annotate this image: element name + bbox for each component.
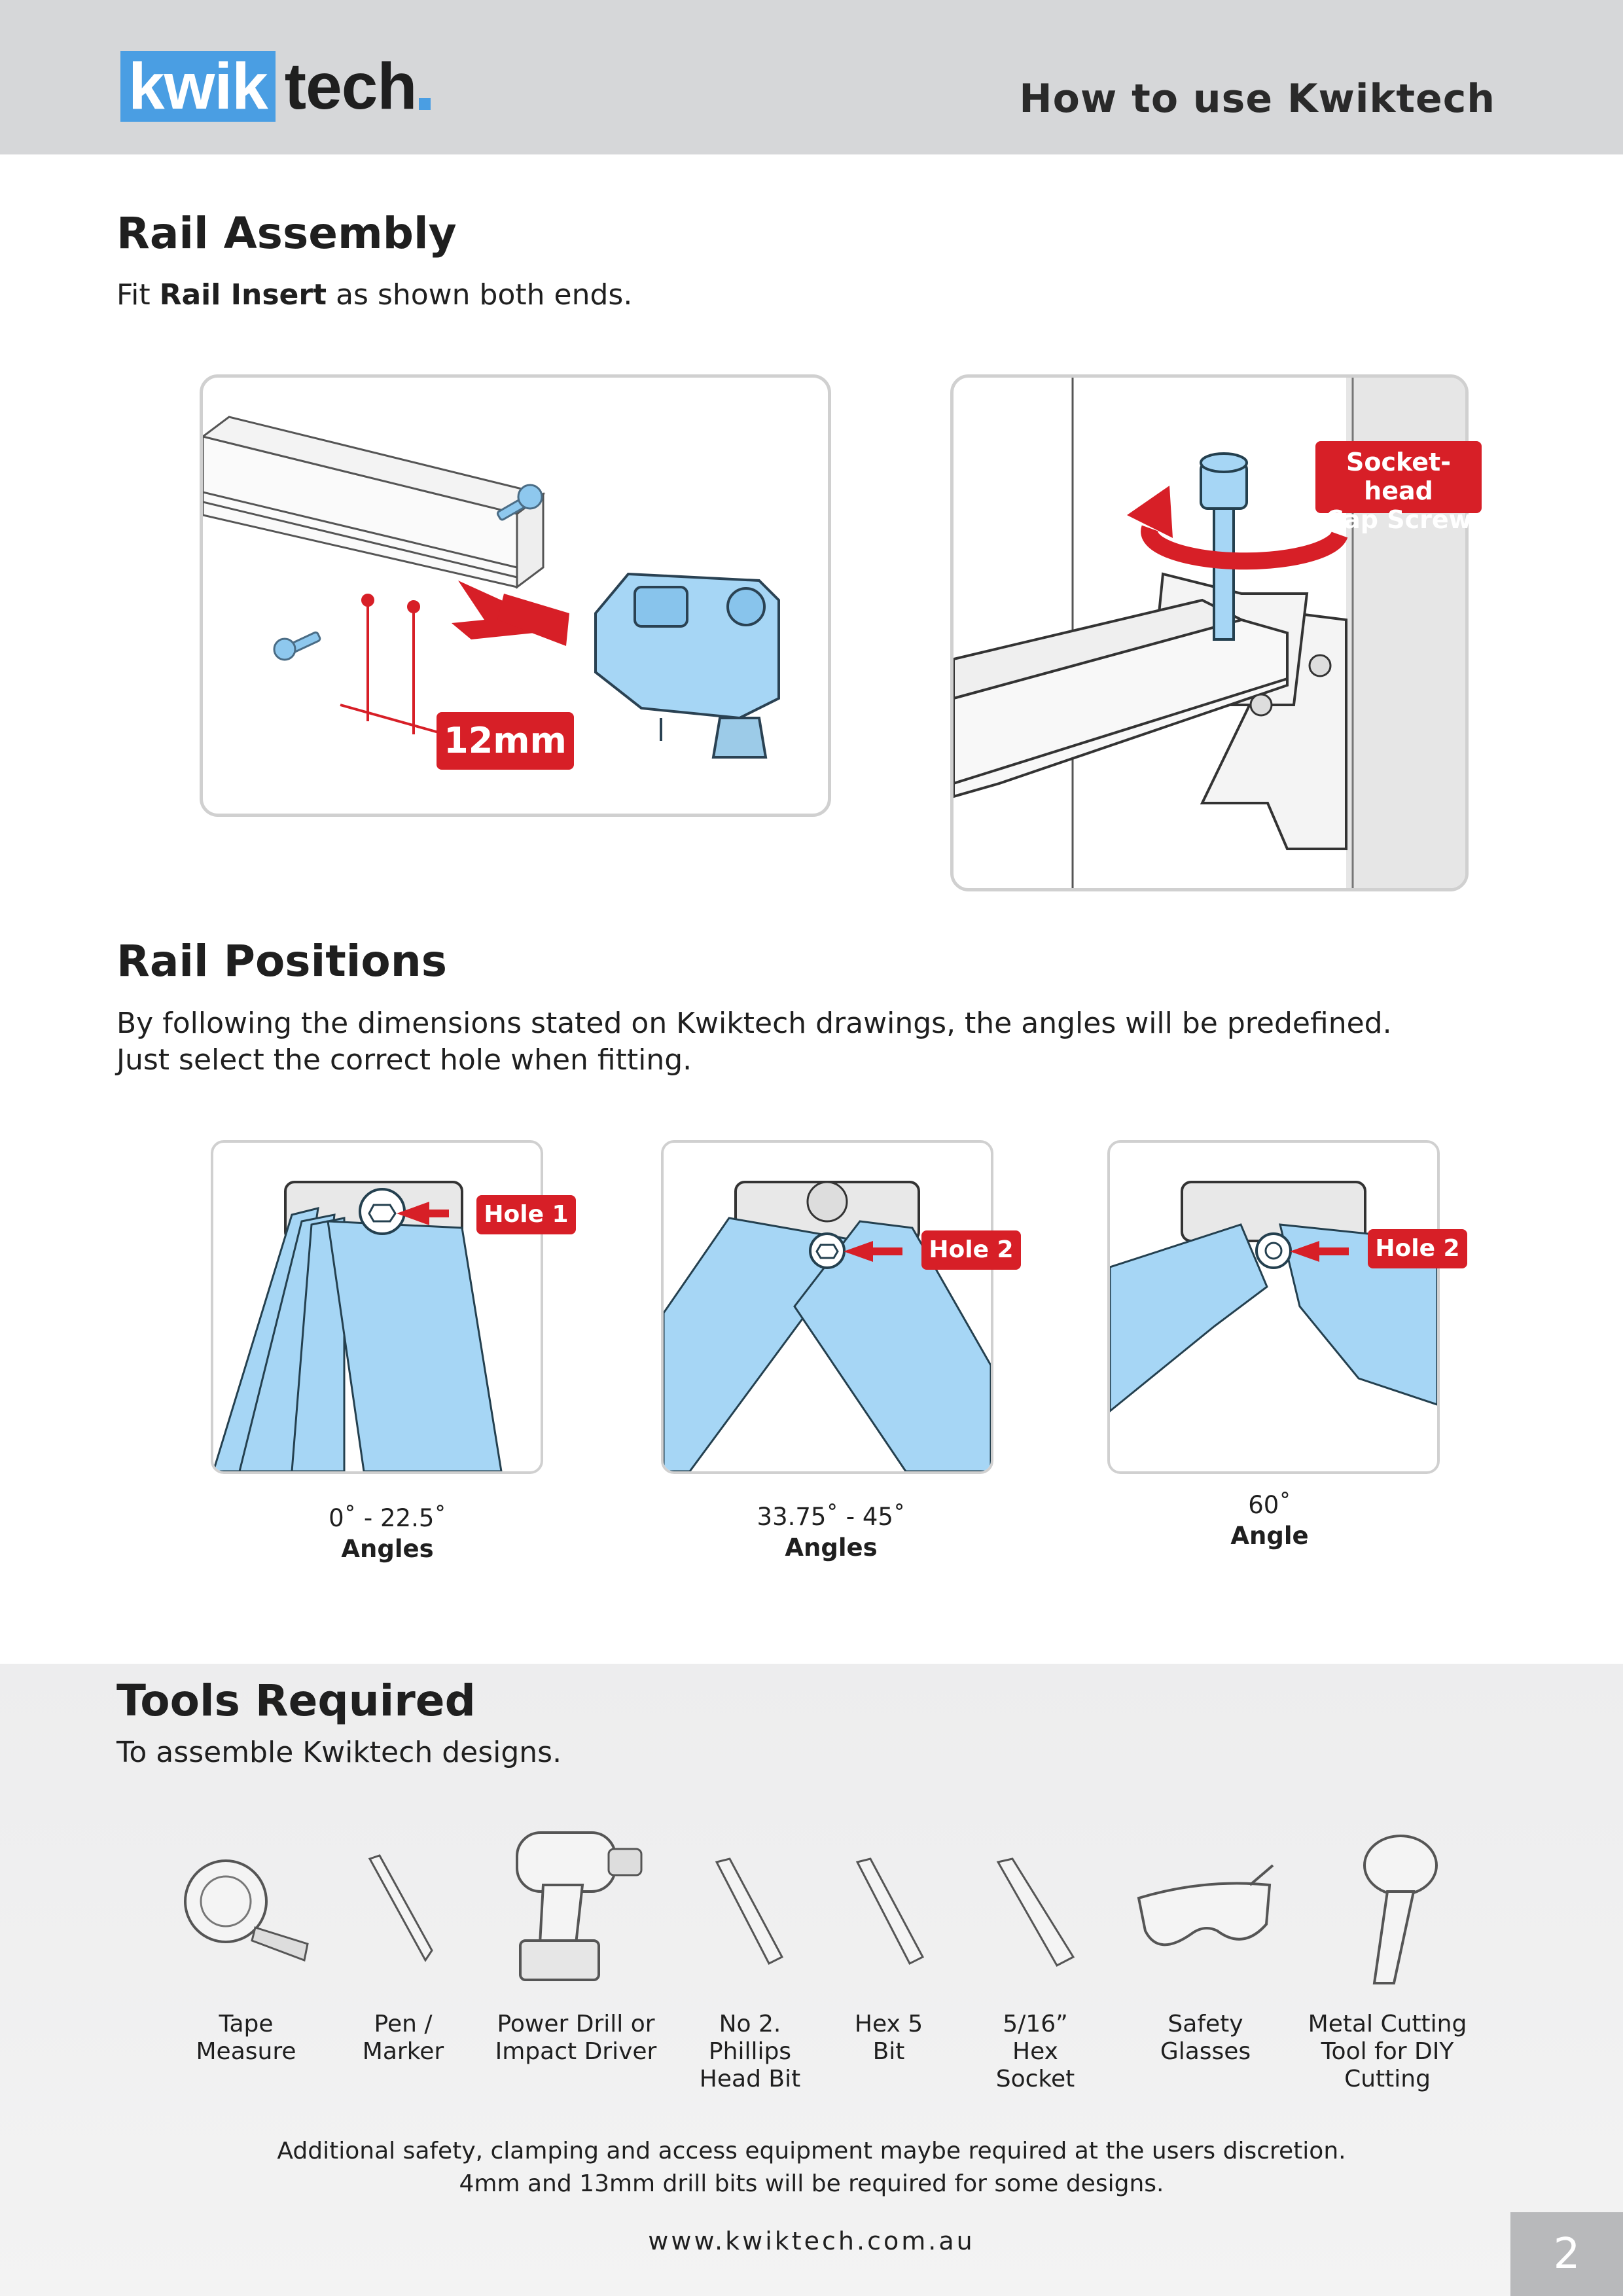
hole2-illustration bbox=[664, 1143, 991, 1471]
hole2-60deg-illustration bbox=[1110, 1143, 1437, 1471]
phillips-bit-icon bbox=[704, 1856, 789, 1967]
angle-value-2: 33.75˚ - 45˚ bbox=[757, 1503, 906, 1531]
hole1-illustration bbox=[213, 1143, 541, 1471]
kwiktech-logo[interactable] bbox=[120, 51, 431, 122]
rail-positions-line1: By following the dimensions stated on Kwiktech drawings, the angles will be predefined. bbox=[116, 1007, 1392, 1040]
hole-label-3: Hole 2 bbox=[1368, 1229, 1467, 1268]
hole-label-2: Hole 2 bbox=[921, 1230, 1021, 1270]
hex-bit-icon bbox=[844, 1856, 929, 1967]
safety-note: Additional safety, clamping and access equipment maybe required at the users discretion. bbox=[277, 2138, 1346, 2164]
angle-grinder-icon bbox=[1348, 1826, 1446, 1990]
tools-subtitle: To assemble Kwiktech designs. bbox=[116, 1736, 562, 1769]
tools-heading: Tools Required bbox=[116, 1676, 476, 1726]
page-number: 2 bbox=[1553, 2230, 1580, 2278]
logo-kwik: kwik bbox=[120, 51, 276, 122]
rotate-arrow-icon bbox=[1149, 528, 1340, 561]
website-link[interactable]: www.kwiktech.com.au bbox=[648, 2227, 975, 2255]
angle-caption-1 bbox=[276, 1503, 499, 1564]
screw-bottom-icon bbox=[274, 632, 321, 660]
angle-caption-2 bbox=[720, 1501, 942, 1563]
rail-assembly-intro bbox=[116, 278, 632, 312]
header-title: How to use Kwiktech bbox=[1019, 76, 1495, 122]
angle-label-3: Angle bbox=[1230, 1522, 1309, 1550]
dimension-label: 12mm bbox=[437, 712, 574, 770]
intro-bold: Rail Insert bbox=[159, 278, 327, 312]
cap-screw-label-line1: Socket-head bbox=[1346, 448, 1451, 505]
rail-position-panel-2 bbox=[661, 1140, 993, 1474]
drill-bit-note: 4mm and 13mm drill bits will be required for some designs. bbox=[459, 2170, 1164, 2197]
logo-dot bbox=[419, 98, 431, 110]
angle-value-1: 0˚ - 22.5˚ bbox=[329, 1504, 446, 1532]
rail-position-panel-1 bbox=[211, 1140, 543, 1474]
tool-label-phillips-bit: No 2. Phillips Head Bit bbox=[699, 2011, 801, 2092]
hole-label-1: Hole 1 bbox=[476, 1195, 576, 1234]
angle-label-2: Angles bbox=[785, 1534, 878, 1562]
tool-label-hex-bit: Hex 5 Bit bbox=[854, 2011, 923, 2065]
rail-positions-line2: Just select the correct hole when fitting. bbox=[116, 1043, 692, 1077]
cap-screw-label-line2: Cap Screw bbox=[1325, 505, 1472, 534]
angle-value-3: 60˚ bbox=[1248, 1491, 1291, 1519]
rail-assembly-heading: Rail Assembly bbox=[116, 208, 457, 259]
rail-positions-heading: Rail Positions bbox=[116, 936, 447, 986]
cap-screw-label bbox=[1315, 441, 1482, 534]
angle-caption-3 bbox=[1158, 1490, 1381, 1551]
tool-label-drill: Power Drill or Impact Driver bbox=[495, 2011, 657, 2065]
tool-label-pen: Pen / Marker bbox=[362, 2011, 444, 2065]
tool-label-safety-glasses: Safety Glasses bbox=[1160, 2011, 1251, 2065]
insert-direction-arrow bbox=[452, 581, 569, 646]
tape-measure-icon bbox=[177, 1813, 321, 1970]
power-drill-icon bbox=[504, 1820, 654, 1990]
pen-icon bbox=[360, 1852, 438, 1964]
hex-socket-icon bbox=[985, 1856, 1077, 1967]
angle-label-1: Angles bbox=[341, 1535, 434, 1563]
intro-suffix: as shown both ends. bbox=[327, 278, 633, 312]
tool-label-tape-measure: Tape Measure bbox=[196, 2011, 296, 2065]
rail-position-panel-3 bbox=[1107, 1140, 1440, 1474]
safety-glasses-icon bbox=[1132, 1859, 1276, 1964]
tool-label-hex-socket: 5/16” Hex Socket bbox=[995, 2011, 1075, 2092]
logo-tech: tech bbox=[284, 50, 417, 123]
tool-label-cutting-tool: Metal Cutting Tool for DIY Cutting bbox=[1308, 2011, 1467, 2092]
intro-prefix: Fit bbox=[116, 278, 160, 312]
rail-insert-part bbox=[596, 574, 779, 757]
